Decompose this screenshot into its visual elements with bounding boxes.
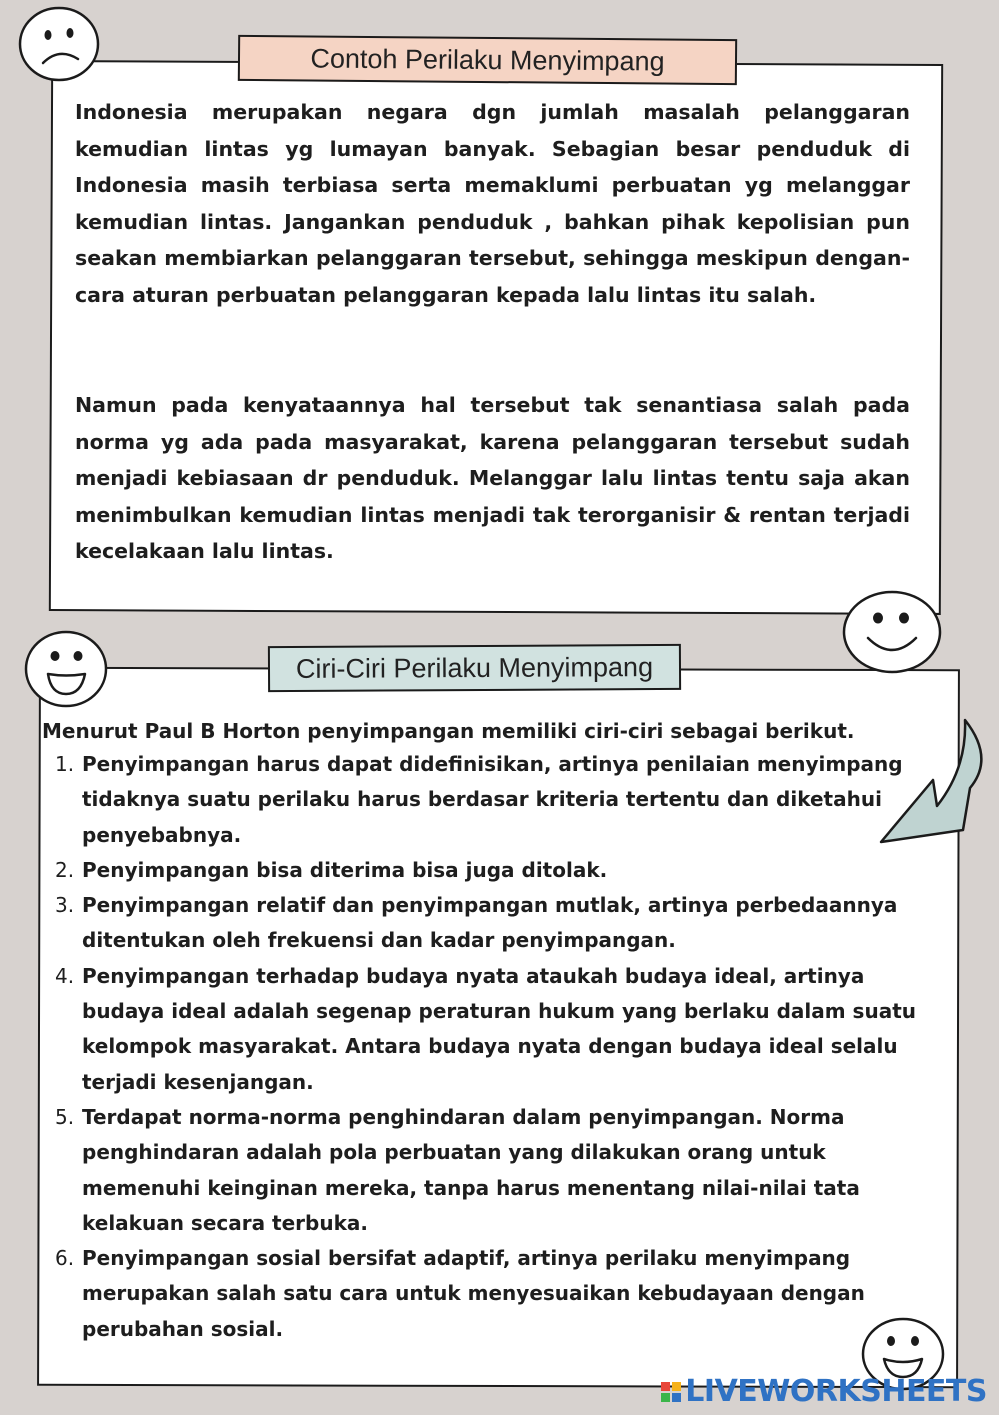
- characteristics-list: [55, 747, 940, 1347]
- list-item-number: 1.: [55, 752, 75, 776]
- grin-face-icon: [23, 630, 109, 708]
- list-item-number: 2.: [55, 857, 75, 882]
- list-item-text: Terdapat norma-norma penghindaran dalam penyimpangan. Norma penghindaran adalah pola perbuatan yang dilakukan orang untuk memenuhi keinginan mereka, tanpa harus menentang nilai-nilai tata kelakuan secara terbuka.: [82, 1104, 860, 1235]
- list-item-text: Penyimpangan terhadap budaya nyata ataukah budaya ideal, artinya budaya ideal adalah segenap peraturan hukum yang berlaku dalam suatu kelompok masyarakat. Antara budaya nyata dengan budaya ideal selalu terjadi kesenjangan.: [82, 963, 916, 1094]
- list-item-text: Penyimpangan bisa diterima bisa juga ditolak.: [82, 857, 608, 882]
- list-item-number: 3.: [55, 893, 75, 918]
- list-item-number: 4.: [55, 963, 75, 988]
- watermark-text: LIVEWORKSHEETS: [685, 1374, 987, 1409]
- section2-title: Ciri-Ciri Perilaku Menyimpang: [268, 644, 681, 692]
- list-item-text: Penyimpangan relatif dan penyimpangan mutlak, artinya perbedaannya ditentukan oleh frekuensi dan kadar penyimpangan.: [82, 893, 898, 953]
- section1-paragraph-1: Indonesia merupakan negara dgn jumlah masalah pelanggaran kemudian lintas yg lumayan banyak. Sebagian besar penduduk di Indonesia masih terbiasa serta memaklumi perbuatan yg melanggar kemudian lintas. Jangankan penduduk , bahkan pihak kepolisian pun seakan membiarkan pelanggaran tersebut, sehingga meskipun dengan-cara aturan perbuatan pelanggaran kepada lalu lintas itu salah.: [75, 100, 910, 307]
- section1-title: Contoh Perilaku Menyimpang: [238, 35, 737, 85]
- list-item: [55, 853, 940, 888]
- liveworksheets-logo: [661, 1374, 987, 1409]
- list-item: [55, 959, 940, 1100]
- list-item: [55, 1100, 940, 1241]
- list-item-text: Penyimpangan harus dapat didefinisikan, artinya penilaian menyimpang tidaknya suatu perilaku harus berdasar kriteria tertentu dan diketahui penyebabnya.: [82, 752, 903, 847]
- sad-face-icon: [17, 5, 103, 85]
- list-item: [55, 747, 940, 853]
- list-item-number: 6.: [55, 1246, 75, 1271]
- section2-intro: Menurut Paul B Horton penyimpangan memiliki ciri-ciri sebagai berikut.: [42, 719, 855, 743]
- list-item-number: 5.: [55, 1104, 75, 1129]
- list-item-text: Penyimpangan sosial bersifat adaptif, artinya perilaku menyimpang merupakan salah satu cara untuk menyesuaikan kebudayaan dengan perubahan sosial.: [82, 1246, 865, 1341]
- list-item: [55, 888, 940, 959]
- section1-paragraph-2: Namun pada kenyataannya hal tersebut tak senantiasa salah pada norma yg ada pada masyarakat, karena pelanggaran tersebut sudah menjadi kebiasaan dr penduduk. Melanggar lalu lintas tentu saja akan menimbulkan kemudian lintas menjadi tak terorganisir & rentan terjadi kecelakaan lalu lintas.: [75, 393, 910, 564]
- list-item: [55, 1241, 940, 1347]
- smiley-face-icon: [842, 590, 944, 674]
- logo-mark-icon: [661, 1382, 681, 1402]
